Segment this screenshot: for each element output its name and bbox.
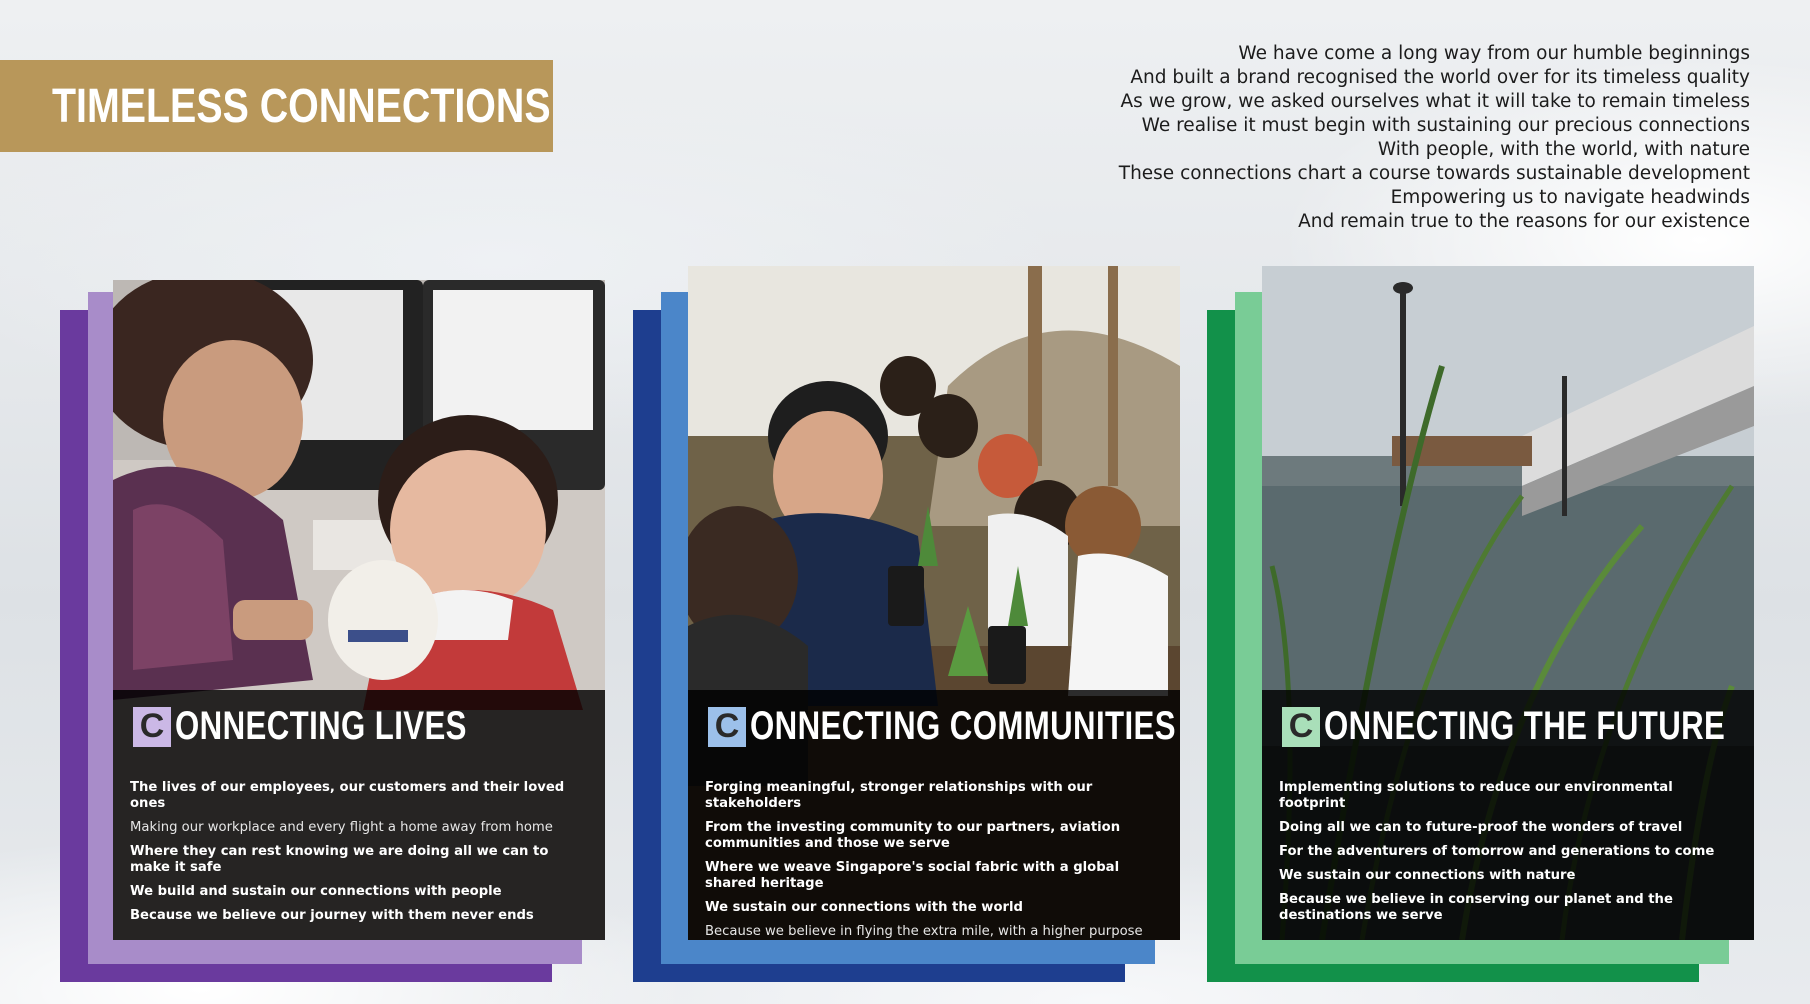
- card-line: We build and sustain our connections with people: [130, 884, 502, 899]
- intro-line: We have come a long way from our humble beginnings: [1238, 43, 1750, 64]
- card-line: Because we believe our journey with them never ends: [130, 908, 534, 923]
- card-panel: [113, 280, 605, 940]
- heading-text: ONNECTING THE FUTURE: [1324, 704, 1726, 748]
- heading-letter-box: C: [1282, 707, 1320, 747]
- card-panel: [688, 266, 1180, 940]
- title-banner: [0, 60, 553, 152]
- card-lines: [1279, 780, 1740, 932]
- card-lines: [130, 780, 591, 932]
- card-line: We sustain our connections with the world: [705, 900, 1023, 915]
- card-line: For the adventurers of tomorrow and generations to come: [1279, 844, 1715, 859]
- intro-line: With people, with the world, with nature: [1377, 139, 1750, 160]
- card-line: Doing all we can to future-proof the wonders of travel: [1279, 820, 1683, 835]
- card-line: We sustain our connections with nature: [1279, 868, 1576, 883]
- intro-line: These connections chart a course towards sustainable development: [1118, 163, 1750, 184]
- card-heading: [1282, 704, 1754, 749]
- text-overlay: [688, 690, 1180, 940]
- card-heading: [133, 704, 549, 749]
- heading-letter-box: C: [708, 707, 746, 747]
- card-heading: [708, 704, 1180, 749]
- heading-text: ONNECTING COMMUNITIES: [750, 704, 1176, 748]
- text-overlay: [1262, 690, 1754, 940]
- card-connecting-communities: [633, 270, 1176, 982]
- page-title: TIMELESS CONNECTIONS: [52, 79, 551, 133]
- intro-text: [990, 42, 1750, 234]
- card-line: Forging meaningful, stronger relationships with our stakeholders: [705, 780, 1093, 811]
- card-line: The lives of our employees, our customers and their loved ones: [130, 780, 565, 811]
- card-line: From the investing community to our partners, aviation communities and those we serve: [705, 820, 1121, 851]
- card-lines: [705, 780, 1166, 940]
- card-line: Where they can rest knowing we are doing all we can to make it safe: [130, 844, 549, 875]
- text-overlay: [113, 690, 605, 940]
- intro-line: As we grow, we asked ourselves what it will take to remain timeless: [1120, 91, 1750, 112]
- card-panel: [1262, 266, 1754, 940]
- card-line: Because we believe in flying the extra mile, with a higher purpose: [705, 924, 1143, 939]
- card-connecting-lives: [60, 270, 590, 982]
- heading-letter-box: C: [133, 707, 171, 747]
- intro-line: And remain true to the reasons for our existence: [1298, 211, 1750, 232]
- card-line: Making our workplace and every flight a home away from home: [130, 820, 553, 835]
- intro-line: We realise it must begin with sustaining our precious connections: [1141, 115, 1750, 136]
- intro-line: Empowering us to navigate headwinds: [1390, 187, 1750, 208]
- card-line: Implementing solutions to reduce our environmental footprint: [1279, 780, 1673, 811]
- card-line: Because we believe in conserving our planet and the destinations we serve: [1279, 892, 1673, 923]
- card-connecting-the-future: [1207, 270, 1737, 982]
- heading-text: ONNECTING LIVES: [175, 704, 467, 748]
- intro-line: And built a brand recognised the world over for its timeless quality: [1130, 67, 1750, 88]
- card-line: Where we weave Singapore's social fabric with a global shared heritage: [705, 860, 1120, 891]
